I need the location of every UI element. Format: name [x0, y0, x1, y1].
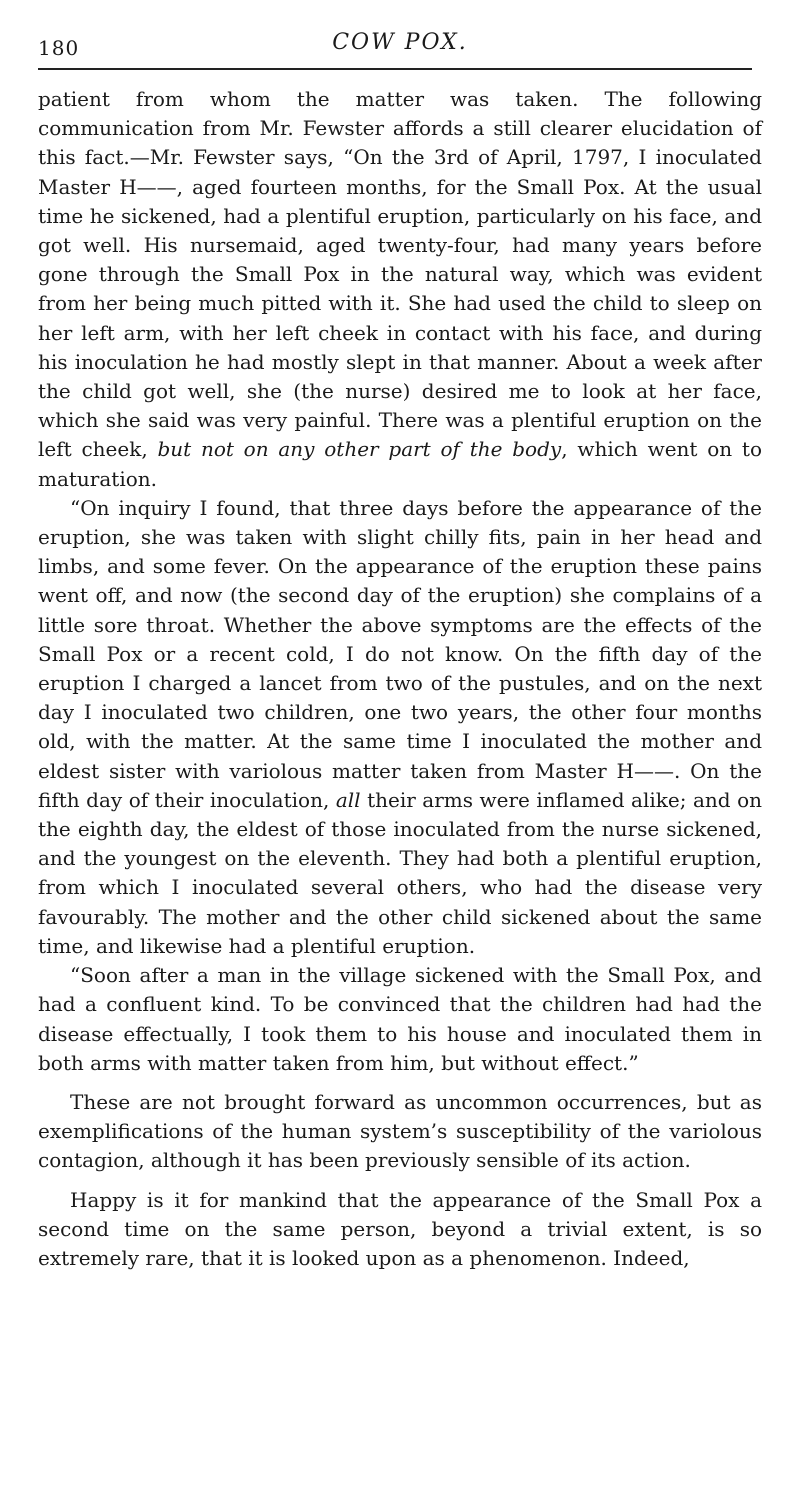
page-header: [0, 24, 800, 64]
text-run: These are not brought forward as uncommon occurrences, but as exemplifications of the human system’s susceptibility of the variolous contagion, although it has been previously sensible of its action.: [38, 1089, 762, 1173]
paragraph: [38, 1088, 762, 1176]
running-title: COW POX.: [332, 30, 468, 55]
paragraph: [38, 961, 762, 1078]
text-run: Happy is it for mankind that the appearance of the Small Pox a second time on the same person, beyond a trivial extent, is so extremely rare, that it is looked upon as a phenomenon. Indeed,: [38, 1187, 762, 1270]
text-run: their arms were inflamed alike; and on the eighth day, the eldest of those inoculated from the nurse sickened, and the youngest on the eleventh. They had both a plentiful eruption, from which I inoculated several others, who had the disease very favourably. The mother and the other child sickened about the same time, and likewise had a plentiful eruption.: [38, 787, 762, 958]
paragraph: [38, 85, 762, 494]
text-run: “On inquiry I found, that three days before the appearance of the eruption, she was taken with slight chilly fits, pain in her head and limbs, and some fever. On the appearance of the eruption these pains went off, and now (the second day of the eruption) she complains of a little sore throat. Whether the above symptoms are the effects of the Small Pox or a recent cold, I do not know. On the fifth day of the eruption I charged a lancet from two of the pustules, and on the next day I inoculated two children, one two years, the other four months old, with the matter. At the same time I inoculated the mother and eldest sister with variolous matter taken from Master H——. On the fifth day of their inoculation,: [38, 495, 762, 812]
body-text: [38, 85, 762, 1273]
text-run: patient from whom the matter was taken. The following communication from Mr. Fewster affords a still clearer elucidation of this fact.—Mr. Fewster says, “On the 3rd of April, 1797, I inoculated Master H——, aged fourteen months, for the Small Pox. At the usual time he sickened, had a plentiful eruption, particularly on his face, and got well. His nursemaid, aged twenty-four, had many years before gone through the Small Pox in the natural way, which was evident from her being much pitted with it. She had used the child to sleep on her left arm, with her left cheek in contact with his face, and during his inoculation he had mostly slept in that manner. About a week after the child got well, she (the nurse) desired me to look at her face, which she said was very painful. There was a plentiful eruption on the left cheek,: [38, 87, 762, 462]
italic-run: but not on any other part of the body: [157, 437, 562, 462]
page-number: 180: [38, 36, 80, 60]
paragraph: [38, 1186, 762, 1274]
text-run: “Soon after a man in the village sickened with the Small Pox, and had a confluent kind. To be convinced that the children had had the disease effectually, I took them to his house and inoculated them in both arms with matter taken from him, but without effect.”: [38, 963, 762, 1075]
header-rule: [38, 68, 752, 70]
text-run: , which went on to maturation.: [38, 437, 762, 491]
paragraph: [38, 494, 762, 961]
italic-run: all: [335, 787, 361, 812]
